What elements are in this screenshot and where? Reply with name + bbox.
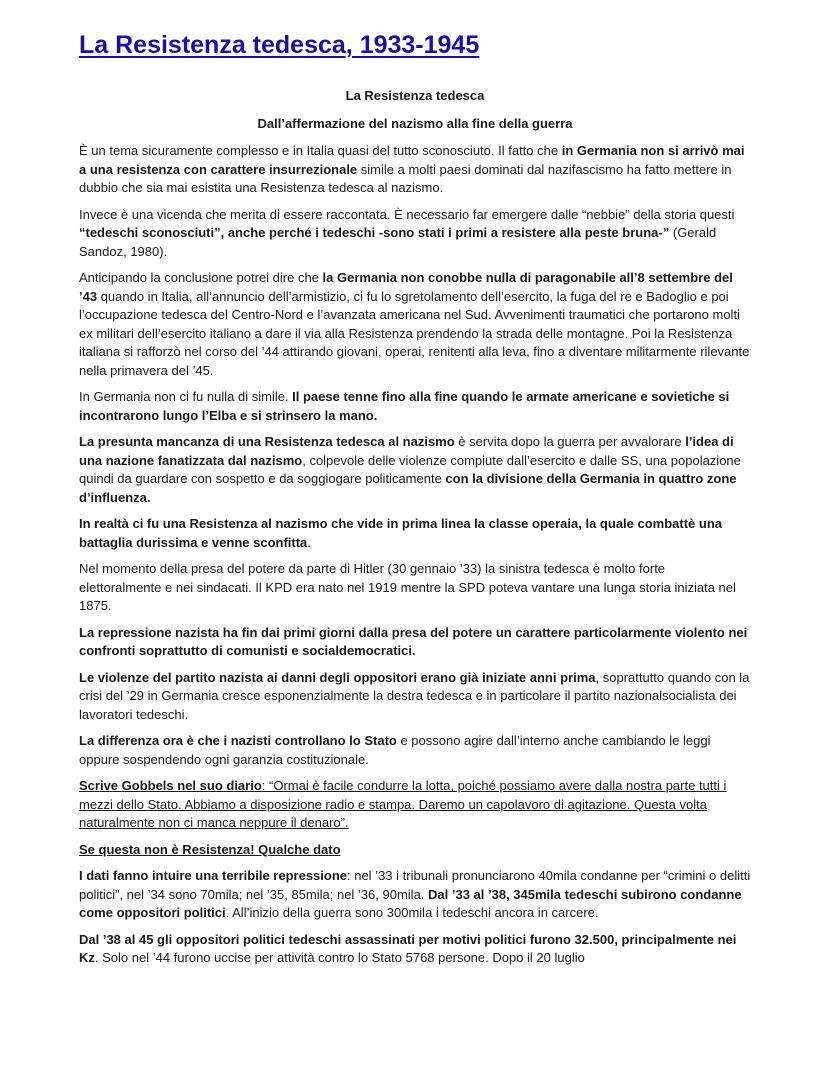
text: Nel momento della presa del potere da parte di Hitler (30 gennaio ’33) la sinistra tedesca è molto forte elettoralmente e nei sindacati. Il KPD era nato nel 1919 mentre la SPD poteva vantare una lunga storia iniziata nel 1875. bbox=[79, 561, 736, 614]
text: : nel ’33 i tribunali pronunciarono 40mila condanne per “crimini o delitti politici”, nel ’34 sono 70mila; nel ’35, 85mila; nel ’36, 90mila. bbox=[79, 868, 751, 902]
subtitle-main: La Resistenza tedesca bbox=[345, 88, 485, 104]
document-page bbox=[79, 30, 751, 976]
bold-text: Il paese tenne fino alla fine quando le armate americane e sovietiche si incontrarono lungo l’Elba e si strinsero la mano. bbox=[79, 389, 730, 423]
text: . All’inizio della guerra sono 300mila i tedeschi ancora in carcere. bbox=[225, 905, 599, 921]
paragraph-8 bbox=[79, 624, 751, 661]
paragraph-4 bbox=[79, 388, 751, 425]
bold-text: in Germania non si arrivò mai a una resistenza con carattere insurrezionale bbox=[79, 143, 745, 177]
text: In Germania non ci fu nulla di simile. bbox=[79, 389, 293, 405]
bold-text: “tedeschi sconosciuti”, anche perché i tedeschi -sono stati i primi a resistere alla peste bruna-” bbox=[79, 225, 670, 241]
paragraph-1 bbox=[79, 142, 751, 198]
text: è servita dopo la guerra per avvalorare bbox=[454, 434, 686, 450]
paragraph-10 bbox=[79, 732, 751, 769]
text: . Solo nel ’44 furono uccise per attività contro lo Stato 5768 persone. Dopo il 20 luglio bbox=[94, 950, 585, 966]
text: . bbox=[307, 534, 311, 550]
text: simile a molti paesi dominati dal nazifascismo ha fatto mettere in dubbio che sia mai esistita una Resistenza tedesca al nazismo. bbox=[79, 161, 732, 196]
page-title[interactable] bbox=[79, 30, 751, 61]
text: Invece è una vicenda che merita di essere raccontata. È necessario far emergere dalle “nebbie” della storia questi bbox=[79, 206, 735, 222]
bold-text: l’idea di una nazione fanatizzata dal nazismo bbox=[79, 434, 734, 468]
subtitle-secondary: Dall’affermazione del nazismo alla fine della guerra bbox=[257, 115, 573, 131]
text: È un tema sicuramente complesso e in Italia quasi del tutto sconosciuto. Il fatto che bbox=[79, 143, 562, 159]
bold-text: con la divisione della Germania in quattro zone d’influenza. bbox=[79, 471, 737, 505]
paragraph-5 bbox=[79, 433, 751, 507]
bold-text: La presunta mancanza di una Resistenza tedesca al nazismo bbox=[79, 434, 455, 450]
bold-text: In realtà ci fu una Resistenza al nazismo che vide in prima linea la classe operaia, la quale combattè una battaglia durissima e venne sconfitta bbox=[79, 516, 723, 550]
text: , colpevole delle violenze compiute dall’esercito e dalle SS, una popolazione quindi da guardare con sospetto e da soggiogare politicamente bbox=[79, 452, 741, 487]
quote-lead: Scrive Gobbels nel suo diario bbox=[79, 778, 262, 794]
section-heading-text: Se questa non è Resistenza! Qualche dato bbox=[79, 841, 341, 857]
text: Anticipando la conclusione potrei dire che bbox=[79, 270, 323, 286]
quote-text: : “Ormai è facile condurre la lotta, poiché possiamo avere dalla nostra parte tutti i mezzi dello Stato. Abbiamo a disposizione radio e stampa. Daremo un capolavoro di agitazione. Questa volta naturalmente non ci manca neppure il denaro”. bbox=[79, 778, 727, 831]
bold-text: La differenza ora è che i nazisti controllano lo Stato bbox=[79, 733, 397, 749]
paragraph-6 bbox=[79, 515, 751, 552]
paragraph-9 bbox=[79, 669, 751, 725]
paragraph-2 bbox=[79, 206, 751, 262]
text: (Gerald Sandoz, 1980). bbox=[79, 225, 717, 259]
paragraph-12 bbox=[79, 931, 751, 968]
bold-text: Le violenze del partito nazista ai danni degli oppositori erano già iniziate anni prima bbox=[79, 669, 596, 685]
bold-text: I dati fanno intuire una terribile repressione bbox=[79, 868, 347, 884]
bold-text: Dal ’33 al ’38, 345mila tedeschi subirono condanne come oppositori politici bbox=[79, 886, 742, 921]
bold-text: la Germania non conobbe nulla di paragonabile all’8 settembre del ’43 bbox=[79, 270, 733, 304]
paragraph-3 bbox=[79, 269, 751, 380]
title-link[interactable]: La Resistenza tedesca, 1933-1945 bbox=[79, 31, 480, 59]
bold-text: Dal ’38 al 45 gli oppositori politici tedeschi assassinati per motivi politici furono 32.500, principalmente nei Kz bbox=[79, 931, 737, 966]
text: , soprattutto quando con la crisi del ’29 in Germania cresce esponenzialmente la destra tedesca e in particolare il partito nazionalsocialista dei lavoratori tedeschi. bbox=[79, 669, 750, 722]
section-heading bbox=[79, 841, 751, 860]
paragraph-7 bbox=[79, 560, 751, 616]
gobbels-quote bbox=[79, 777, 751, 833]
bold-text: La repressione nazista ha fin dai primi giorni dalla presa del potere un carattere particolarmente violento nei confronti soprattutto di comunisti e socialdemocratici. bbox=[79, 624, 748, 659]
text: e possono agire dall’interno anche cambiando le leggi oppure sospendendo ogni garanzia costituzionale. bbox=[79, 733, 711, 767]
text: quando in Italia, all’annuncio dell’armistizio, ci fu lo sgretolamento dell’esercito, la fuga del re e Badoglio e poi l’occupazione tedesca del Centro-Nord e l’avanzata americana nel Sud. Avvenimenti traumatici che portarono molti ex militari dell’esercito italiano a dare il via alla Resistenza prendendo la strada delle montagne. Poi la Resistenza italiana si rafforzò nel corso del ’44 attirando giovani, operai, renitenti alla leva, fino a diventare militarmente rilevante nella primavera del ’45. bbox=[79, 288, 750, 378]
paragraph-11 bbox=[79, 867, 751, 923]
